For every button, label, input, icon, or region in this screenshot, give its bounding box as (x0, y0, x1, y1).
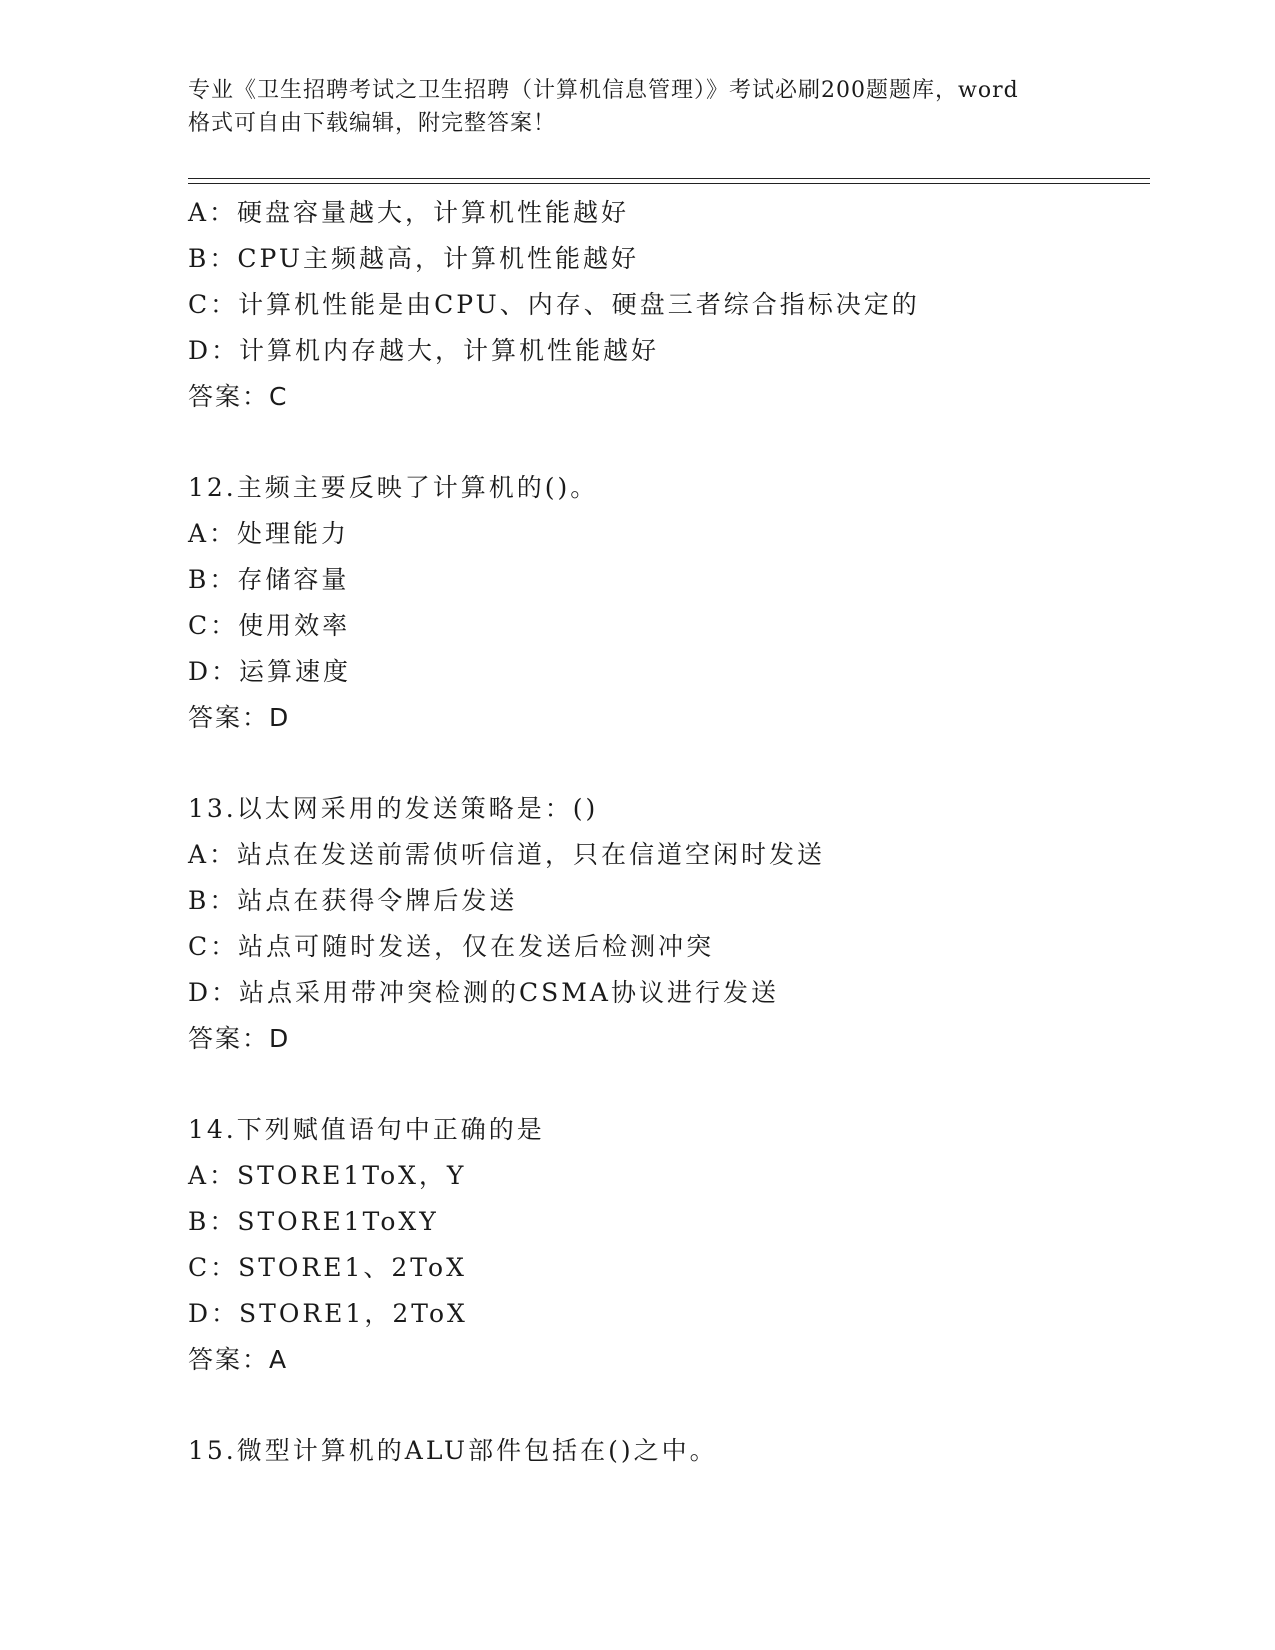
answer-line: 答案：D (188, 1024, 291, 1053)
option-a: A：处理能力 (188, 519, 350, 548)
question-text: 15.微型计算机的ALU部件包括在()之中。 (188, 1436, 718, 1465)
question-list (188, 190, 1148, 1474)
header-divider-top (188, 178, 1150, 179)
option-c: C：STORE1、2ToX (188, 1253, 467, 1282)
option-d: D：站点采用带冲突检测的CSMA协议进行发送 (188, 978, 779, 1007)
option-c: C：计算机性能是由CPU、内存、硬盘三者综合指标决定的 (188, 290, 920, 319)
answer-line: 答案：C (188, 382, 289, 411)
question-15 (188, 1428, 1148, 1474)
option-d: D：STORE1，2ToX (188, 1299, 468, 1328)
option-c: C：站点可随时发送，仅在发送后检测冲突 (188, 932, 715, 961)
option-b: B：存储容量 (188, 565, 350, 594)
question-11 (188, 190, 1148, 420)
question-14 (188, 1107, 1148, 1383)
header-divider-bottom (188, 183, 1150, 184)
option-b: B：CPU主频越高，计算机性能越好 (188, 244, 639, 273)
answer-line: 答案：A (188, 1345, 289, 1374)
answer-line: 答案：D (188, 703, 291, 732)
header-line-2: 格式可自由下载编辑，附完整答案！ (188, 111, 557, 136)
option-c: C：使用效率 (188, 611, 351, 640)
question-12 (188, 465, 1148, 741)
option-a: A：站点在发送前需侦听信道，只在信道空闲时发送 (188, 840, 826, 869)
option-b: B：站点在获得令牌后发送 (188, 886, 518, 915)
header-line-1: 专业《卫生招聘考试之卫生招聘（计算机信息管理）》考试必刷200题题库，word (188, 78, 1019, 103)
question-13 (188, 786, 1148, 1062)
question-text: 13.以太网采用的发送策略是：() (188, 794, 599, 823)
option-a: A：硬盘容量越大，计算机性能越好 (188, 198, 630, 227)
document-header (188, 74, 1088, 140)
option-d: D：计算机内存越大，计算机性能越好 (188, 336, 660, 365)
option-a: A：STORE1ToX，Y (188, 1161, 467, 1190)
question-text: 12.主频主要反映了计算机的()。 (188, 473, 599, 502)
option-b: B：STORE1ToXY (188, 1207, 439, 1236)
question-text: 14.下列赋值语句中正确的是 (188, 1115, 545, 1144)
option-d: D：运算速度 (188, 657, 352, 686)
